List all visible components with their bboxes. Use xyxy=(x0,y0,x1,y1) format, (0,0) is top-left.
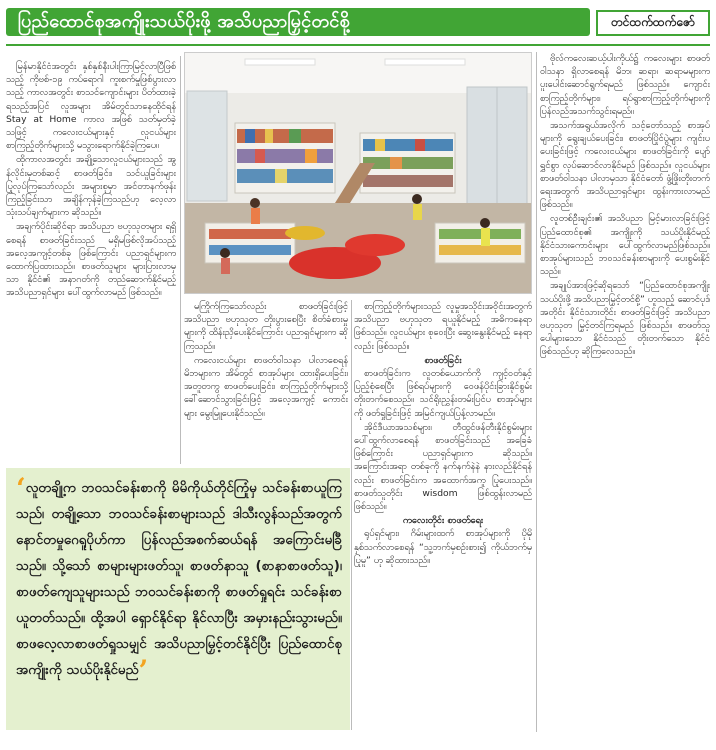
pull-quote-body: လူတချို့က ဘဝသင်ခန်းစာကို မိမိကိုယ်တိုင်ကြုံမှ သင်ခန်းစာယူကြသည်၊ တချို့သော ဘဝသင်ခန်းစာများသည် ဒါသီးလွန်သည်အတွက် နောင်တမှုဂေရူပိုဟ်ကာ ပြန်လည်အစက်ဆယ်ရန် အကြောင်းမခြီသည်။ သို့သော် စာများများဖတ်သူ၊ စာဖတ်နာသူ (စာနာစာဖတ်သူ)၊ စာဖတ်ကျေသူများသည် ဘဝသင်ခန်းစာကို စာဖတ်ရှုရင်း သင်ခန်းစာယူတတ်သည်။ ထို့အပါ ရှောင်နိုင်ရာ နိုင်လာပြီး အမှားနည်းသွားမည်။ စာဖလေ့လာစာဖတ်ရှုသမျှင် အသိပညာမြှင့်တင်နိုင်ပြီး ပြည်ထောင်စုအကျိုးကို သယ်ပိုးနိုင်မည် xyxy=(16,481,342,678)
paragraph: မကြိုက်ကြသော်လည်း စာဖတ်ခြင်းဖြင့် အသိပညာ ဗဟုသုတ တိုးပွားစေပြီး စိတ်ခံစားမှုများကို ထိန်းညှိပေးနိုင်ကြောင်း ပညာရှင်များက ဆိုကြသည်။ xyxy=(184,301,348,352)
paragraph: အိုင်ဒီယာအသစ်များ၊ တီထွင်ဖန်တီးနိုင်စွမ်းများ ပေါ်ထွက်လာစေရန် စာဖတ်ခြင်းသည် အခြေခံ ဖြစ်ကြောင်း ပညာရှင်များက ဆိုသည်။ အကြောင်းအရာ တစ်ခုကို နက်နက်နဲနဲ နားလည်နိုင်ရန်လည်း စာဖတ်ခြင်းက အထောက်အကူ ပြုပေးသည်။ စာဖတ်သူတိုင်း wisdom ဖြစ်ထွန်းလာမည် ဖြစ်သည်။ xyxy=(354,421,532,513)
headline: ပြည်ထောင်စုအကျိုးသယ်ပိုးဖို့ အသိပညာမြှင့်တင်စို့ xyxy=(18,10,350,32)
column-divider xyxy=(536,52,537,732)
library-photo xyxy=(184,52,532,294)
subheading: ကလေးတိုင်း စာဖတ်ရေး xyxy=(402,515,484,527)
paragraph: မြန်မာနိုင်ငံအတွင်း နှစ်နှစ်နီးပါးကြာမြင့်လာပြီဖြစ်သည့် ကိုဗစ်-၁၉ ကပ်ရောဂါ ကူးစက်မှုဖြစ်ပွားလာသည့် ကာလအတွင်း စာသင်ကျောင်းများ ပိတ်ထားခဲ့ရသည့်အပြင် လူအများ အိမ်တွင်သာနေထိုင်ရန် Stay at Home ကာလ အဖြစ် သတ်မှတ်ခဲ့သဖြင့် ကလေးငယ်များနှင့် လူငယ်များ စာကြည့်တိုက်များသို့ မသွားရောက်နိုင်ခဲ့ကြပေ။ xyxy=(6,61,176,152)
column-divider xyxy=(180,56,181,464)
header-rule xyxy=(6,44,710,46)
paragraph: စာဖတ်ခြင်းက လူတစ်ယောက်ကို ကျင့်ဝတ်နှင့်ပြည့်စုံစေပြီး ဖြစ်ရပ်များကို ဝေဖန်ပိုင်းခြားနိုင်စွမ်း တိုးတက်စေသည်။ သင်ရိုးညွှန်းတမ်းပြင်ပ စာအုပ်များကို ဖတ်ရှုခြင်းဖြင့် အမြင်ကျယ်ပြန့်လာမည်။ xyxy=(354,368,532,419)
paragraph: အချုပ်အားဖြင့်ဆိုရသော် “ပြည်ထောင်စုအကျိုး သယ်ပိုးဖို့ အသိပညာမြှင့်တင်စို့” ဟူသည့် ဆောင်ပုဒ်အတိုင်း နိုင်ငံသားတိုင်း စာဖတ်ခြင်းဖြင့် အသိပညာ ဗဟုသုတ မြှင့်တင်ကြရမည် ဖြစ်သည်။ စာဖတ်သူ ပေါများသော နိုင်ငံသည် တိုးတက်သော နိုင်ငံ ဖြစ်သည်ဟု ဆိုကြလေသည်။ xyxy=(540,280,710,358)
article-column-1 xyxy=(6,60,176,460)
headline-bar xyxy=(6,8,590,36)
pull-quote xyxy=(6,468,350,730)
paragraph: ရုပ်ရှင်များ၊ ဂိမ်းများထက် စာအုပ်များကို ပိုမိုနှစ်သက်လာစေရန် “သူ့ဘက်မှစဉ်းစား၍ ကိုယ်ဘက်မှ ပြုမူ” ဟု ဆိုထားသည်။ xyxy=(354,528,532,566)
paragraph: ဗိုလ်ကလေးဆယ့်ပါးကိုယ်၌ ကလေးများ စာဖတ်ဝါသနာ ရှိလာစေရန် မိဘ၊ ဆရာ၊ ဆရာမများက ပူးပေါင်းဆောင်ရွက်ရမည် ဖြစ်သည်။ ကျောင်းစာကြည့်တိုက်များ၊ ရပ်ရွာစာကြည့်တိုက်များကို ပြန်လည်အသက်သွင်းရမည်။ xyxy=(540,53,710,117)
column-divider xyxy=(351,300,352,730)
pull-quote-text xyxy=(16,472,342,687)
paragraph: လူတစ်ဦးချင်း၏ အသိပညာ မြင့်မားလာခြင်းဖြင့် ပြည်ထောင်စု၏ အကျိုးကို သယ်ပိုးနိုင်မည့် နိုင်ငံသားကောင်းများ ပေါ်ထွက်လာမည်ဖြစ်သည်။ စာအုပ်များသည် ဘဝသင်ခန်းစာများကို ပေးစွမ်းနိုင်သည်။ xyxy=(540,213,710,278)
article-column-2 xyxy=(184,300,348,468)
paragraph: အချက်ပိုင်းဆိုင်ရာ အသိပညာ ဗဟုသုတများ ရရှိစေရန် စာဖတ်ခြင်းသည် မရှိမဖြစ်လိုအပ်သည့် အလေ့အကျင့်တစ်ခု ဖြစ်ကြောင်း ပညာရှင်များက ထောက်ပြထားသည်။ စာဖတ်သူများ များပြားလာမှသာ နိုင်ငံ၏ အနာဂတ်ကို တည်ဆောက်နိုင်မည့် အသိပညာရှင်များ ပေါ်ထွက်လာမည် ဖြစ်သည်။ xyxy=(6,221,176,299)
paragraph: စာကြည့်တိုက်များသည် လူမှုအသိုင်းအဝိုင်းအတွက် အသိပညာ ဗဟုသုတ ရယူနိုင်မည့် အဓိကနေရာ ဖြစ်သည်။ လူငယ်များ စုဝေးပြီး ဆွေးနွေးနိုင်မည့် နေရာလည်း ဖြစ်သည်။ xyxy=(354,301,532,352)
subheading: စာဖတ်ခြင်း xyxy=(424,354,462,366)
library-photo-icon xyxy=(185,53,532,294)
article-column-4 xyxy=(540,52,710,732)
byline: တင်ထက်ထက်ဇော် xyxy=(611,15,695,29)
paragraph: ထိုကာလအတွင်း အချို့သောလူငယ်များသည် အွန်လိုင်းမှတစ်ဆင့် စာဖတ်ခြင်း၊ သင်ယူခြင်းများ ပြုလုပ်ကြသော်လည်း အများစုမှာ အင်တာနက်ဖုန်းကြည့်ခြင်းသာ အချိန်ကုန်ခဲ့ကြသည်ဟု လေ့လာသုံးသပ်ချက်များက ဆိုသည်။ xyxy=(6,154,176,219)
open-quote-icon: ‘ xyxy=(16,472,26,505)
article-column-3 xyxy=(354,300,532,732)
byline-box xyxy=(596,10,710,36)
paragraph: ကလေးငယ်များ စာဖတ်ဝါသနာ ပါလာစေရန် မိဘများက အိမ်တွင် စာအုပ်များ ထားရှိပေးခြင်း၊ အတူတကွ စာဖတ်ပေးခြင်း၊ စာကြည့်တိုက်များသို့ ခေါ်ဆောင်သွားခြင်းဖြင့် အလေ့အကျင့် ကောင်းများ မွေးမြူပေးနိုင်သည်။ xyxy=(184,354,348,419)
article-header xyxy=(6,4,710,40)
paragraph: အသက်အရွယ်အလိုက် သင့်တော်သည့် စာအုပ်များကို ရွေးချယ်ပေးခြင်း၊ စာဖတ်ပြိုင်ပွဲများ ကျင်းပပေးခြင်းဖြင့် ကလေးငယ်များ စာဖတ်ခြင်းကို ပျော်ရွှင်စွာ လုပ်ဆောင်လာနိုင်မည် ဖြစ်သည်။ လူငယ်များ စာဖတ်ဝါသနာ ပါလာမှသာ နိုင်ငံတော် ဖွံ့ဖြိုးတိုးတက်ရေးအတွက် အသိပညာရှင်များ ထွန်းကားလာမည် ဖြစ်သည်။ xyxy=(540,120,710,211)
close-quote-icon: ’ xyxy=(138,654,149,687)
